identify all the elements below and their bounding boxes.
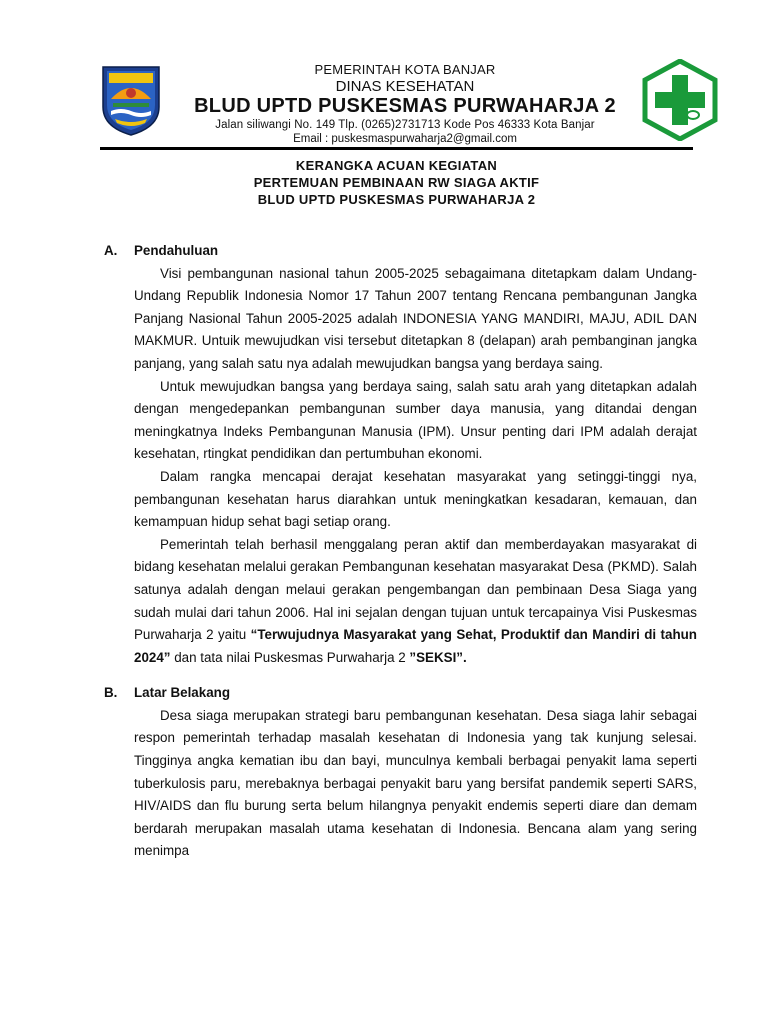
paragraph-text: Pemerintah telah berhasil menggalang peran aktif dan memberdayakan masyarakat di bidang kesehatan melalui gerakan Pembangunan kesehatan masyarakat Desa (PKMD). Salah satunya adalah dengan melaui gerakan pengembangan dan pembinaan Desa Siaga yang sudah mulai dari tahun 2006. Hal ini sejalan dengan tujuan untuk tercapainya Visi Puskesmas Purwaharja 2 yaitu xyxy=(134,536,697,643)
section-a-letter: A. xyxy=(104,243,118,258)
department-name: DINAS KESEHATAN xyxy=(335,78,475,95)
email-line: Email : puskesmaspurwaharja2@gmail.com xyxy=(293,133,517,145)
values-statement: ”SEKSI”. xyxy=(409,649,467,665)
section-b-letter: B. xyxy=(104,685,118,701)
section-b-title: Latar Belakang xyxy=(134,685,231,701)
puskesmas-cross-logo-icon xyxy=(641,59,719,141)
vision-statement: “Terwujudnya Masyarakat yang Sehat, Produktif dan Mandiri di tahun 2024” xyxy=(134,627,697,665)
letterhead-text xyxy=(170,62,640,146)
banjar-city-emblem-icon xyxy=(99,63,163,137)
paragraph-text: dan tata nilai Puskesmas Purwaharja 2 xyxy=(170,649,410,665)
document-body xyxy=(104,240,697,863)
document-title xyxy=(100,157,693,208)
paragraph: Visi pembangunan nasional tahun 2005-2025 sebagaimana ditetapkam dalam Undang-Undang Republik Indonesia Nomor 17 Tahun 2007 tentang Rencana pembangunan Jangka Panjang Nasional Tahun 2005-2025 adalah INDONESIA YANG MANDIRI, MAJU, ADIL DAN MAKMUR. Untuik mewujudkan visi tersebut ditetapkan 8 (delapan) arah pembanginan jangka panjang, yang salah satu nya adalah mewujudkan bangsa yang berdaya saing. xyxy=(134,265,697,371)
government-name: PEMERINTAH KOTA BANJAR xyxy=(314,62,496,77)
title-line-2: PERTEMUAN PEMBINAAN RW SIAGA AKTIF xyxy=(253,175,540,190)
paragraph: Desa siaga merupakan strategi baru pembangunan kesehatan. Desa siaga lahir sebagai respon pemerintah terhadap masalah kesehatan di Indonesia yang tak kunjung selesai. Tingginya angka kematian ibu dan bayi, munculnya kembali berbagai penyakit lama seperti tuberkulosis paru, merebaknya berbagai penyakit baru yang bersifat pandemik seperti SARS, HIV/AIDS dan flu burung serta belum hilangnya penyakit endemis seperti diare dan demam berdarah merupakan masalah utama kesehatan di Indonesia. Bencana alam yang sering menimpa xyxy=(134,707,697,859)
letterhead-divider xyxy=(100,147,693,150)
letterhead xyxy=(0,0,768,160)
paragraph: Dalam rangka mencapai derajat kesehatan masyarakat yang setinggi-tinggi nya, pembangunan kesehatan harus diarahkan untuk meningkatkan kesadaran, kemauan, dan kemampuan hidup sehat bagi setiap orang. xyxy=(134,468,697,530)
title-line-3: BLUD UPTD PUSKESMAS PURWAHARJA 2 xyxy=(257,192,536,207)
section-a-heading xyxy=(104,240,697,263)
section-b-heading xyxy=(104,682,697,705)
paragraph: Untuk mewujudkan bangsa yang berdaya saing, salah satu arah yang ditetapkan adalah dengan mengedepankan pembangunan sumber daya manusia, yang ditandai dengan meningkatnya Indeks Pembangunan Manusia (IPM). Unsur penting dari IPM adalah derajat kesehatan, rtingkat pendidikan dan pertumbuhan ekonomi. xyxy=(134,378,697,462)
paragraph xyxy=(134,534,697,670)
title-line-1: KERANGKA ACUAN KEGIATAN xyxy=(295,158,498,173)
section-a-title: Pendahuluan xyxy=(134,243,219,258)
section-gap xyxy=(104,669,697,682)
institution-name: BLUD UPTD PUSKESMAS PURWAHARJA 2 xyxy=(194,95,616,117)
address-line: Jalan siliwangi No. 149 Tlp. (0265)2731713 Kode Pos 46333 Kota Banjar xyxy=(215,119,595,131)
